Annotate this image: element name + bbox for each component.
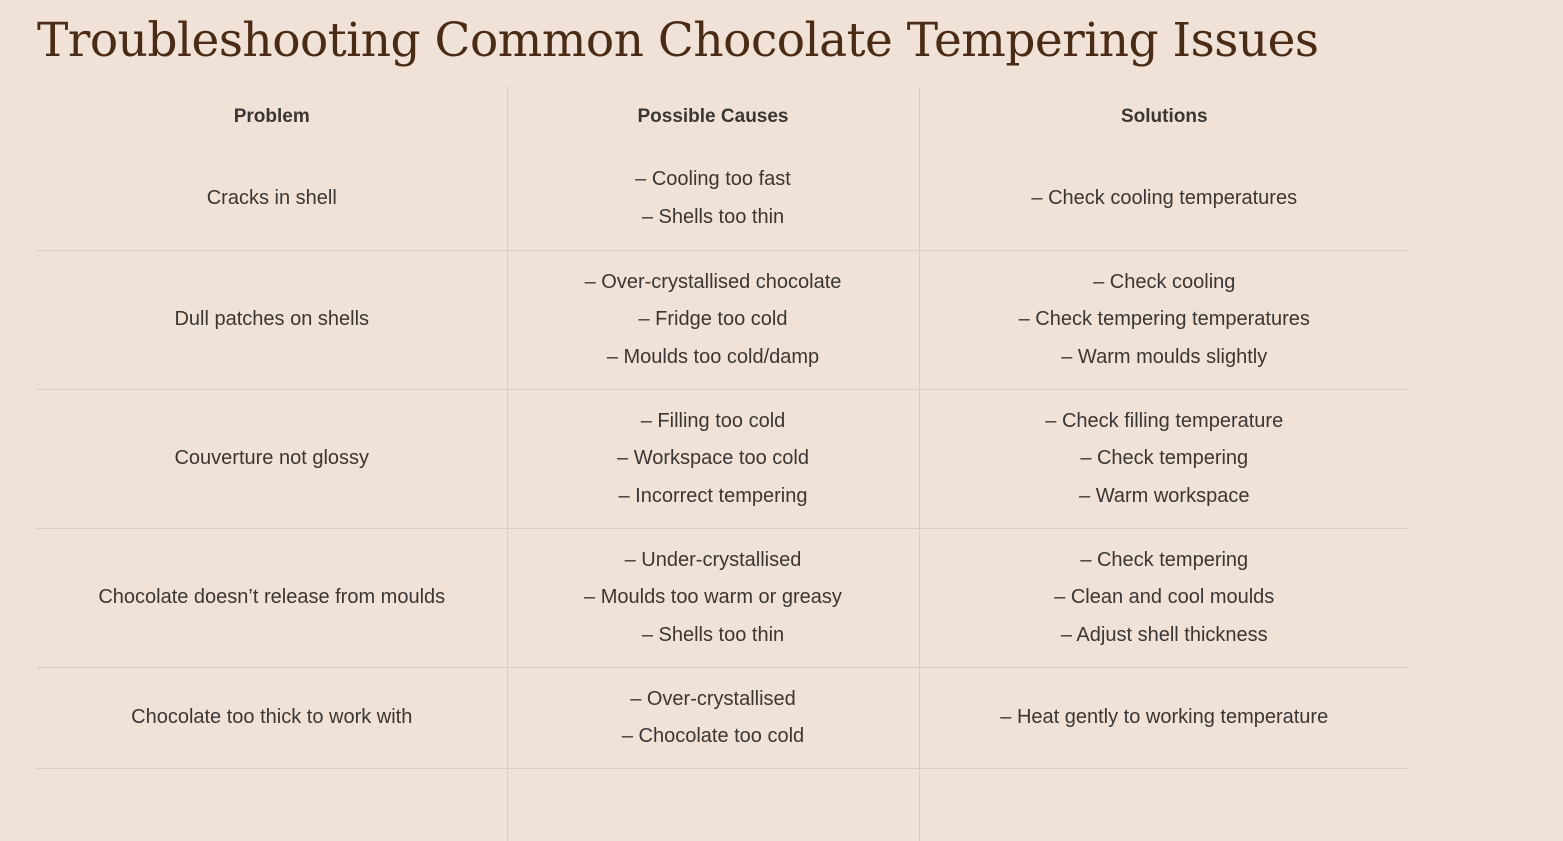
problem-cell: Couverture not glossy — [37, 390, 507, 529]
column-header-solutions: Solutions — [919, 87, 1409, 147]
problem-cell: Chocolate doesn’t release from moulds — [37, 529, 507, 668]
cause-item: – Shells too thin — [508, 199, 919, 237]
table-row — [37, 668, 1409, 769]
cause-item: – Over-crystallised — [508, 681, 919, 719]
table-row — [37, 390, 1409, 529]
cause-item: – Chocolate too cold — [508, 718, 919, 756]
table-row — [37, 529, 1409, 668]
page-title: Troubleshooting Common Chocolate Tempering Issues — [37, 8, 1319, 74]
solution-item: – Check tempering — [920, 542, 1410, 580]
cause-item: – Moulds too warm or greasy — [508, 579, 919, 617]
cause-item: – Workspace too cold — [508, 440, 919, 478]
solutions-cell — [919, 668, 1409, 769]
solution-item: – Heat gently to working temperature — [920, 699, 1410, 737]
table-header-row — [37, 87, 1409, 147]
solution-item: – Adjust shell thickness — [920, 617, 1410, 655]
table-row-partial — [37, 769, 1409, 841]
cause-item: – Incorrect tempering — [508, 478, 919, 516]
solution-item: – Check cooling — [920, 264, 1410, 302]
solution-item: – Check tempering — [920, 440, 1410, 478]
causes-cell — [507, 390, 919, 529]
table-row — [37, 147, 1409, 251]
causes-cell — [507, 668, 919, 769]
column-header-causes: Possible Causes — [507, 87, 919, 147]
solution-item: – Check filling temperature — [920, 403, 1410, 441]
cause-item: – Under-crystallised — [508, 542, 919, 580]
cause-item: – Fridge too cold — [508, 301, 919, 339]
solution-item: – Check tempering temperatures — [920, 301, 1410, 339]
cause-item: – Over-crystallised chocolate — [508, 264, 919, 302]
problem-cell — [37, 769, 507, 841]
solutions-cell — [919, 147, 1409, 251]
cause-item: – Filling too cold — [508, 403, 919, 441]
causes-cell — [507, 769, 919, 841]
causes-cell — [507, 529, 919, 668]
solutions-cell — [919, 390, 1409, 529]
cause-item: – Cooling too fast — [508, 161, 919, 199]
causes-cell — [507, 147, 919, 251]
problem-cell: Chocolate too thick to work with — [37, 668, 507, 769]
table-row — [37, 251, 1409, 390]
cause-item: – Moulds too cold/damp — [508, 339, 919, 377]
solution-item: – Warm moulds slightly — [920, 339, 1410, 377]
solutions-cell — [919, 529, 1409, 668]
solution-item: – Clean and cool moulds — [920, 579, 1410, 617]
causes-cell — [507, 251, 919, 390]
troubleshooting-table — [37, 87, 1409, 841]
solution-item: – Check cooling temperatures — [920, 180, 1410, 218]
solutions-cell — [919, 769, 1409, 841]
problem-cell: Dull patches on shells — [37, 251, 507, 390]
column-header-problem: Problem — [37, 87, 507, 147]
problem-cell: Cracks in shell — [37, 147, 507, 251]
cause-item: – Shells too thin — [508, 617, 919, 655]
solution-item: – Warm workspace — [920, 478, 1410, 516]
solutions-cell — [919, 251, 1409, 390]
